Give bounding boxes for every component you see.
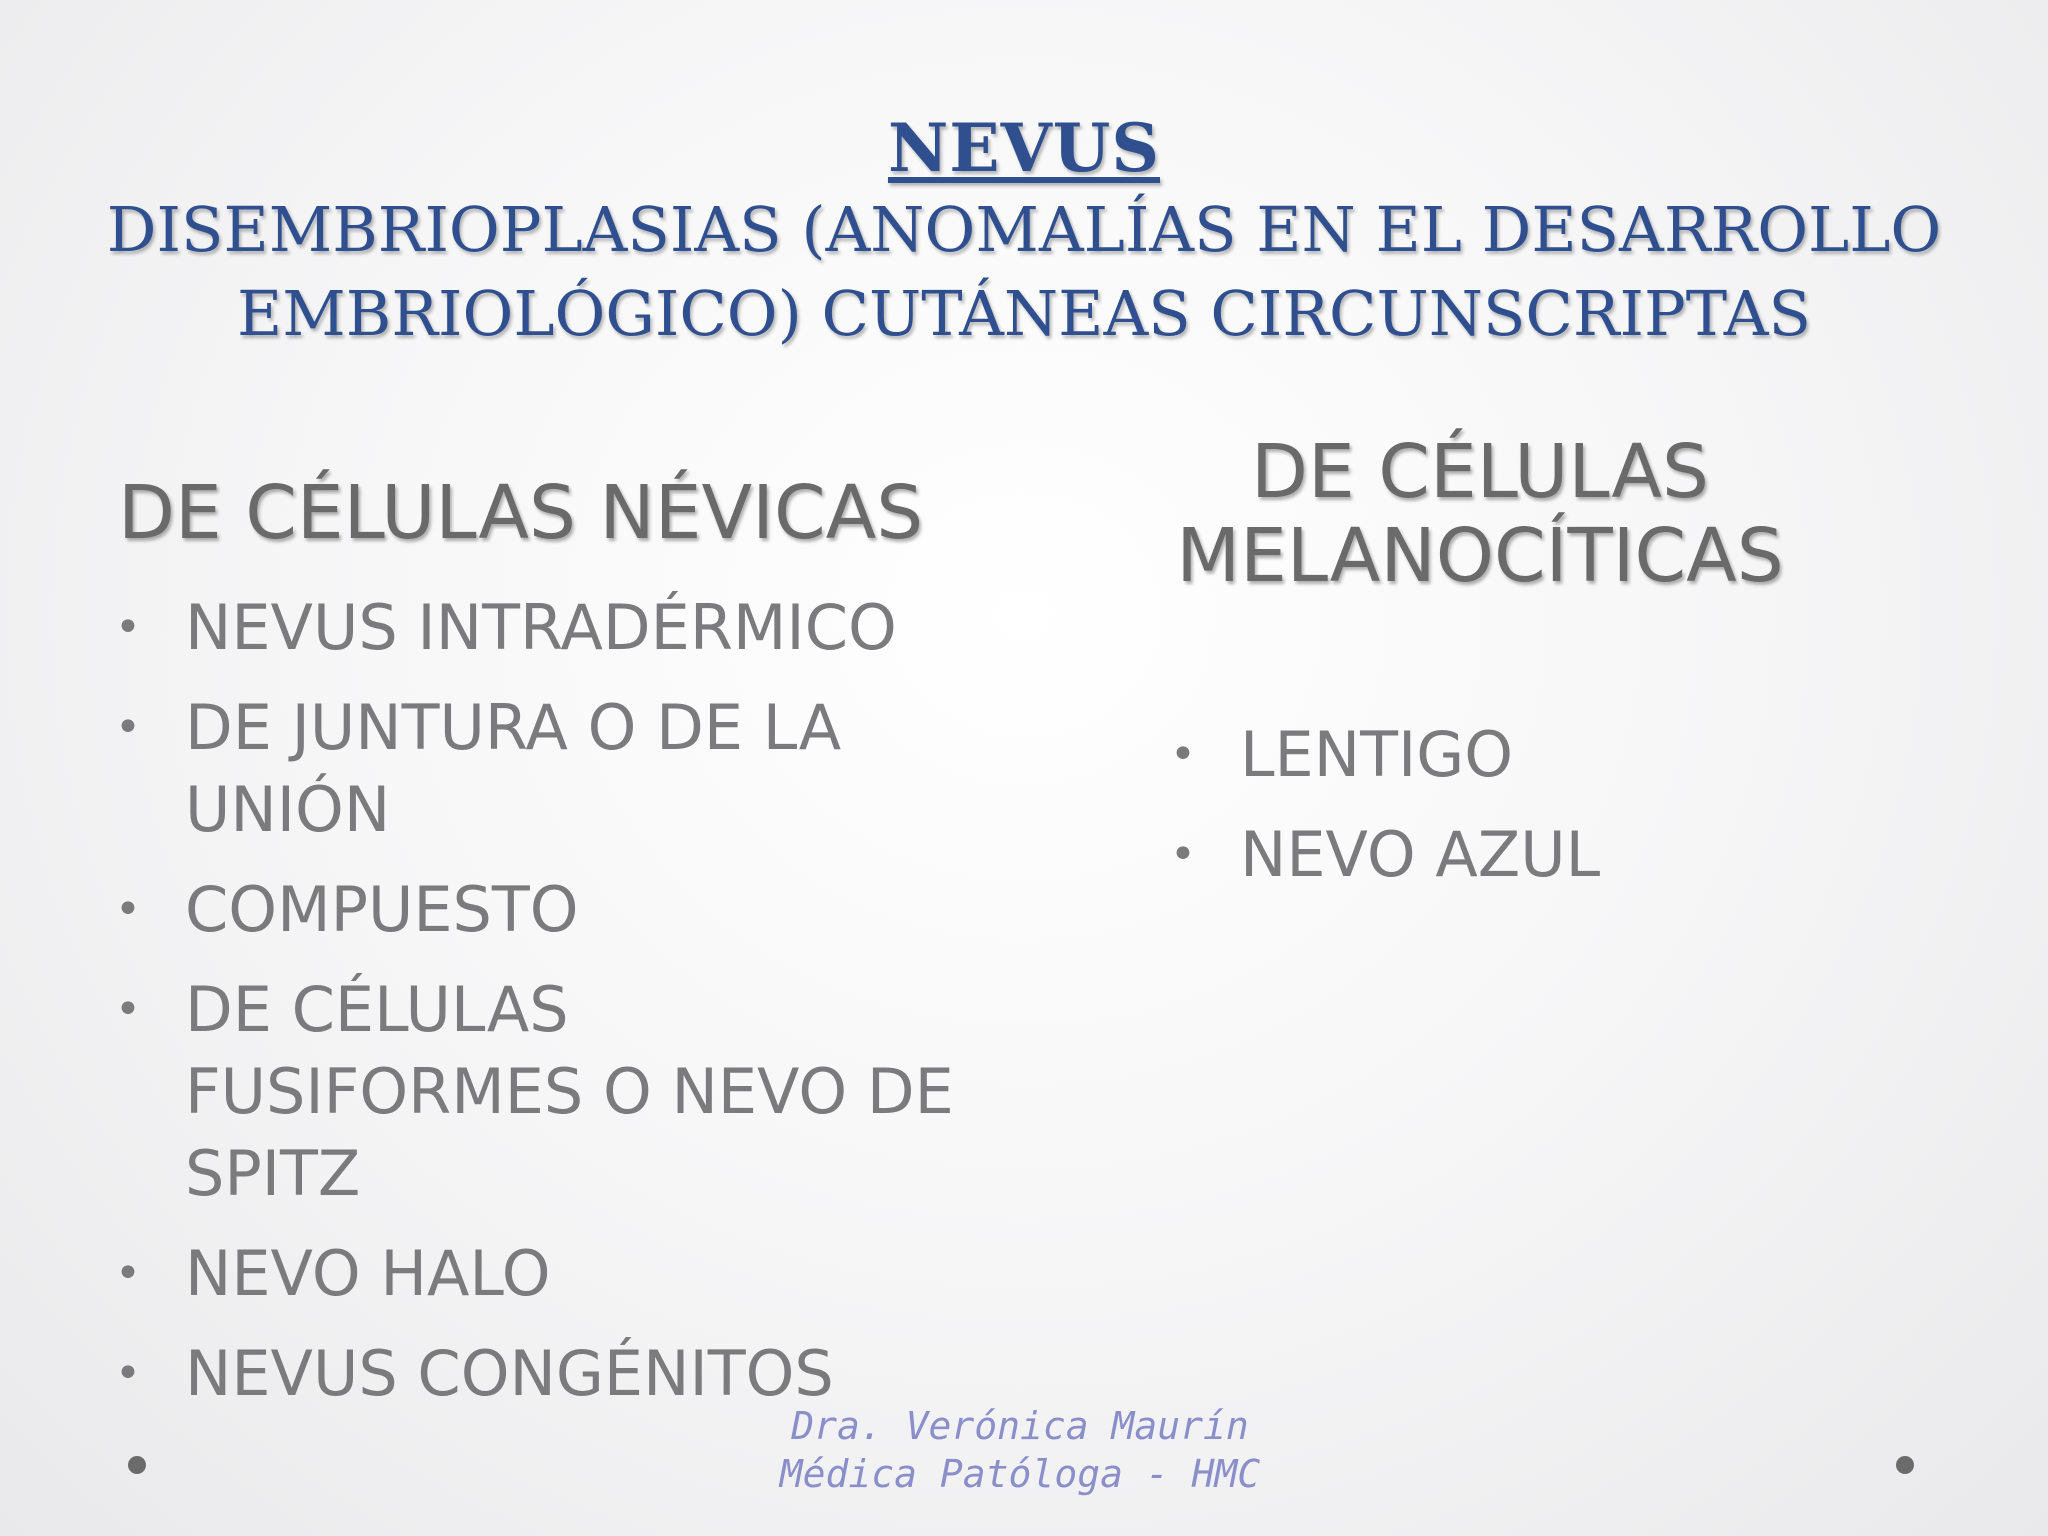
list-item (115, 587, 975, 669)
title-subtitle-line-1: DISEMBRIOPLASIAS (ANOMALÍAS EN EL DESARROLLO (106, 193, 1942, 266)
author-role: Médica Patóloga - HMC (779, 1452, 1261, 1496)
bullet-icon: • (115, 602, 141, 653)
bullet-icon: • (115, 984, 141, 1035)
bullet-icon: • (115, 1248, 141, 1299)
corner-dot-left-icon (128, 1456, 146, 1474)
author-name: Dra. Verónica Maurín (791, 1404, 1249, 1448)
right-heading-line-1: DE CÉLULAS (1251, 429, 1709, 515)
title-main: NEVUS (887, 109, 1161, 187)
list-item (1170, 814, 1970, 896)
list-item (115, 687, 975, 851)
list-item (115, 1233, 975, 1315)
bullet-icon: • (115, 1348, 141, 1399)
author-credit (700, 1402, 1340, 1498)
list-item-text: COMPUESTO (185, 873, 579, 946)
bullet-icon: • (1170, 829, 1196, 880)
right-column-heading (1080, 430, 1880, 598)
bullet-icon: • (115, 702, 141, 753)
slide-title (0, 108, 2048, 356)
left-bullet-list (115, 587, 975, 1433)
right-bullet-list (1170, 714, 1970, 914)
bullet-icon: • (1170, 729, 1196, 780)
left-column-heading: DE CÉLULAS NÉVICAS (118, 470, 924, 556)
list-item-text: NEVO HALO (185, 1237, 551, 1310)
list-item-text: NEVUS INTRADÉRMICO (185, 591, 897, 664)
right-heading-line-2: MELANOCÍTICAS (1176, 513, 1784, 599)
corner-dot-right-icon (1896, 1456, 1914, 1474)
list-item-text: LENTIGO (1240, 718, 1514, 791)
bullet-icon: • (115, 884, 141, 935)
list-item-text: NEVUS CONGÉNITOS (185, 1337, 834, 1410)
list-item (1170, 714, 1970, 796)
list-item (115, 969, 975, 1215)
list-item (115, 869, 975, 951)
list-item-text: NEVO AZUL (1240, 818, 1601, 891)
list-item-text: DE JUNTURA O DE LA UNIÓN (185, 691, 842, 846)
title-subtitle-line-2: EMBRIOLÓGICO) CUTÁNEAS CIRCUNSCRIPTAS (237, 277, 1811, 350)
list-item-text: DE CÉLULAS FUSIFORMES O NEVO DE SPITZ (185, 973, 954, 1210)
